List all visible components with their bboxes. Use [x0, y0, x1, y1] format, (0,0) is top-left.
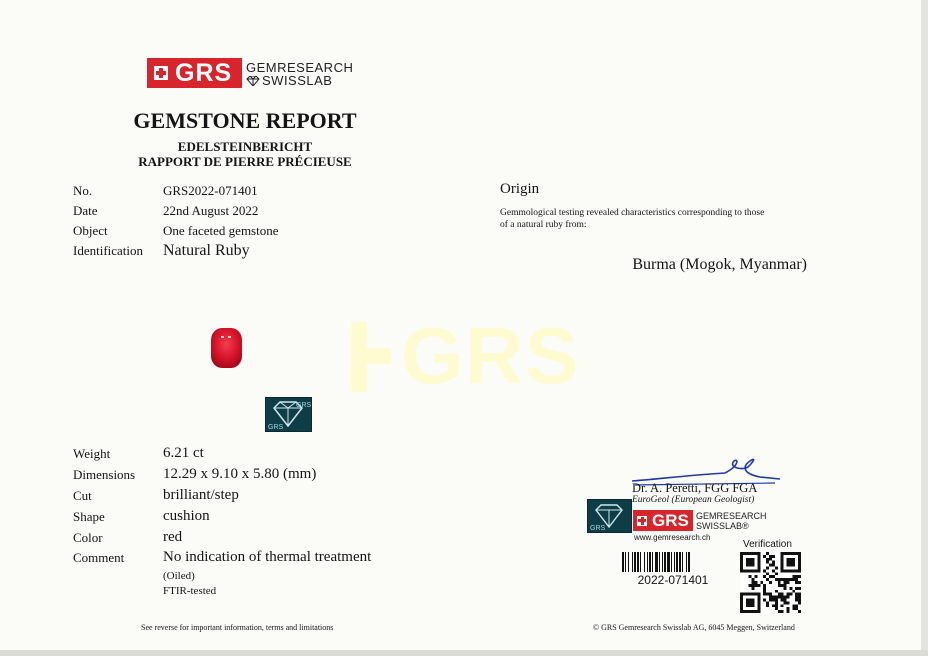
qr-module [778, 581, 781, 584]
page-edge-right [921, 0, 928, 656]
diamond-icon [246, 76, 260, 86]
qr-module [775, 598, 778, 601]
qr-module [784, 601, 787, 604]
qr-module [755, 584, 758, 587]
qr-module [798, 575, 801, 578]
qr-module [792, 607, 795, 610]
origin-heading: Origin [500, 181, 540, 197]
qr-module [798, 587, 801, 590]
qr-module [752, 578, 755, 581]
qr-module [781, 598, 784, 601]
qr-module [789, 593, 792, 596]
qr-module [766, 578, 769, 581]
grs-logo [147, 58, 242, 88]
qr-module [798, 581, 801, 584]
qr-module [795, 587, 798, 590]
grs-hologram-seal-small [587, 499, 632, 533]
barcode [622, 552, 724, 572]
qr-module [781, 596, 784, 599]
qr-module [786, 558, 795, 567]
report-subtitle-de: EDELSTEINBERICHT [177, 139, 313, 154]
qr-module [795, 604, 798, 607]
qr-module [766, 552, 769, 555]
qr-module [752, 587, 755, 590]
qr-module [798, 598, 801, 601]
qr-module [781, 604, 784, 607]
qr-module [763, 569, 766, 572]
qr-module [766, 572, 769, 575]
qr-module [757, 584, 760, 587]
qr-module [784, 587, 787, 590]
qr-module [766, 601, 769, 604]
page-edge-bottom [0, 650, 928, 656]
detail-weight-label: Weight [73, 446, 111, 461]
qr-module [792, 604, 795, 607]
qr-module [775, 601, 778, 604]
logo-line2-row [246, 74, 332, 87]
watermark-cross-icon [345, 320, 401, 392]
qr-module [795, 593, 798, 596]
stamp-line1: GEMRESEARCH [696, 511, 767, 521]
qr-module [795, 581, 798, 584]
qr-module [789, 578, 792, 581]
qr-module [772, 564, 775, 567]
qr-module [781, 593, 784, 596]
field-no-value: GRS2022-071401 [163, 183, 258, 198]
qr-module [778, 578, 781, 581]
stamp-logo [633, 510, 693, 531]
logo-mark: GRS [175, 58, 233, 87]
qr-module [766, 593, 769, 596]
qr-module [763, 584, 766, 587]
qr-module [775, 567, 778, 570]
qr-module [755, 581, 758, 584]
field-identification-label: Identification [73, 243, 144, 258]
qr-module [766, 604, 769, 607]
qr-module [784, 581, 787, 584]
qr-module [763, 575, 766, 578]
qr-module [795, 575, 798, 578]
detail-comment-label: Comment [73, 550, 125, 565]
qr-module [772, 575, 775, 578]
ruby-photo [210, 327, 243, 369]
barcode-number: 2022-071401 [637, 573, 709, 587]
report-title: GEMSTONE REPORT [133, 108, 357, 133]
signature-title: EuroGeol (European Geologist) [632, 495, 755, 505]
detail-dimensions-value: 12.29 x 9.10 x 5.80 (mm) [163, 466, 317, 482]
qr-module [760, 581, 763, 584]
qr-module [772, 598, 775, 601]
qr-module [775, 590, 778, 593]
qr-module [775, 572, 778, 575]
qr-module [798, 601, 801, 604]
qr-module [778, 593, 781, 596]
qr-module [798, 610, 801, 613]
field-date-label: Date [73, 203, 98, 218]
qr-module [749, 584, 752, 587]
qr-module [795, 598, 798, 601]
qr-module [763, 587, 766, 590]
comment-note-oiled: (Oiled) [163, 570, 195, 582]
swiss-cross-icon [154, 66, 168, 80]
qr-module [746, 558, 755, 567]
footer-terms: See reverse for important information, terms and limitations [141, 623, 334, 632]
logo-line1: GEMRESEARCH [246, 60, 354, 75]
comment-note-ftir: FTIR-tested [163, 585, 217, 597]
verification-label: Verification [743, 539, 792, 550]
qr-module [749, 575, 752, 578]
qr-module [763, 593, 766, 596]
qr-module [798, 593, 801, 596]
qr-module [784, 578, 787, 581]
field-date-value: 22nd August 2022 [163, 203, 259, 218]
qr-module [769, 581, 772, 584]
qr-module [795, 578, 798, 581]
qr-module [781, 578, 784, 581]
qr-module [763, 555, 766, 558]
qr-module [775, 607, 778, 610]
svg-text:GRS: GRS [590, 525, 606, 532]
footer-copyright: © GRS Gemresearch Swisslab AG, 6045 Meggen, Switzerland [593, 623, 795, 632]
field-object-label: Object [73, 223, 108, 238]
detail-color-value: red [163, 529, 183, 545]
qr-module [786, 593, 789, 596]
qr-module [798, 596, 801, 599]
verification-qr-code[interactable] [740, 552, 801, 613]
qr-module [778, 584, 781, 587]
qr-module [792, 575, 795, 578]
qr-module [772, 596, 775, 599]
stamp-website: www.gemresearch.ch [634, 533, 711, 542]
qr-module [769, 564, 772, 567]
watermark [345, 310, 580, 402]
qr-module [786, 596, 789, 599]
svg-text:GRS: GRS [296, 402, 311, 409]
qr-module [752, 584, 755, 587]
qr-module [784, 598, 787, 601]
qr-module [772, 561, 775, 564]
field-object-value: One faceted gemstone [163, 223, 279, 238]
signature-name: Dr. A. Peretti, FGG FGA [632, 481, 758, 495]
qr-module [786, 601, 789, 604]
logo-line2: SWISSLAB [262, 73, 333, 88]
detail-color-label: Color [73, 530, 103, 545]
qr-module [769, 598, 772, 601]
qr-module [781, 610, 784, 613]
qr-module [769, 555, 772, 558]
qr-module [781, 584, 784, 587]
qr-module [775, 578, 778, 581]
qr-module [772, 569, 775, 572]
detail-shape-label: Shape [73, 509, 105, 524]
qr-module [795, 607, 798, 610]
origin-text-line2: of a natural ruby from: [500, 220, 587, 230]
qr-module [766, 567, 769, 570]
qr-module [769, 593, 772, 596]
qr-module [789, 587, 792, 590]
report-subtitle-fr: RAPPORT DE PIERRE PRÉCIEUSE [138, 154, 352, 169]
detail-weight-value: 6.21 ct [163, 445, 204, 461]
qr-module [792, 590, 795, 593]
detail-shape-value: cushion [163, 508, 210, 524]
qr-module [746, 598, 755, 607]
qr-module [784, 596, 787, 599]
qr-module [786, 610, 789, 613]
qr-module [769, 596, 772, 599]
qr-module [772, 555, 775, 558]
stamp-line2: SWISSLAB® [696, 521, 749, 531]
qr-module [786, 607, 789, 610]
qr-module [778, 596, 781, 599]
qr-module [763, 598, 766, 601]
detail-cut-value: brilliant/step [163, 487, 239, 503]
qr-module [775, 604, 778, 607]
detail-comment-value: No indication of thermal treatment [163, 549, 372, 565]
svg-text:GRS: GRS [268, 424, 284, 431]
qr-module [778, 610, 781, 613]
origin-text-line1: Gemmological testing revealed characteristics corresponding to those [500, 208, 765, 218]
detail-cut-label: Cut [73, 488, 92, 503]
origin-value: Burma (Mogok, Myanmar) [632, 256, 807, 273]
barcode-bar [690, 552, 691, 572]
qr-module [766, 561, 769, 564]
grs-hologram-seal [265, 397, 312, 432]
qr-module [795, 596, 798, 599]
stamp-cross-icon [637, 516, 647, 526]
field-identification-value: Natural Ruby [163, 242, 250, 259]
qr-module [766, 558, 769, 561]
qr-module [792, 578, 795, 581]
qr-module [784, 584, 787, 587]
qr-module [755, 575, 758, 578]
qr-module [769, 575, 772, 578]
qr-module [763, 590, 766, 593]
stamp-mark: GRS [652, 510, 689, 530]
qr-module [769, 558, 772, 561]
qr-module [786, 578, 789, 581]
qr-module [786, 581, 789, 584]
qr-module [772, 604, 775, 607]
qr-module [752, 581, 755, 584]
detail-dimensions-label: Dimensions [73, 467, 136, 482]
field-no-label: No. [73, 183, 93, 198]
watermark-text: GRS [401, 311, 581, 400]
qr-module [775, 596, 778, 599]
